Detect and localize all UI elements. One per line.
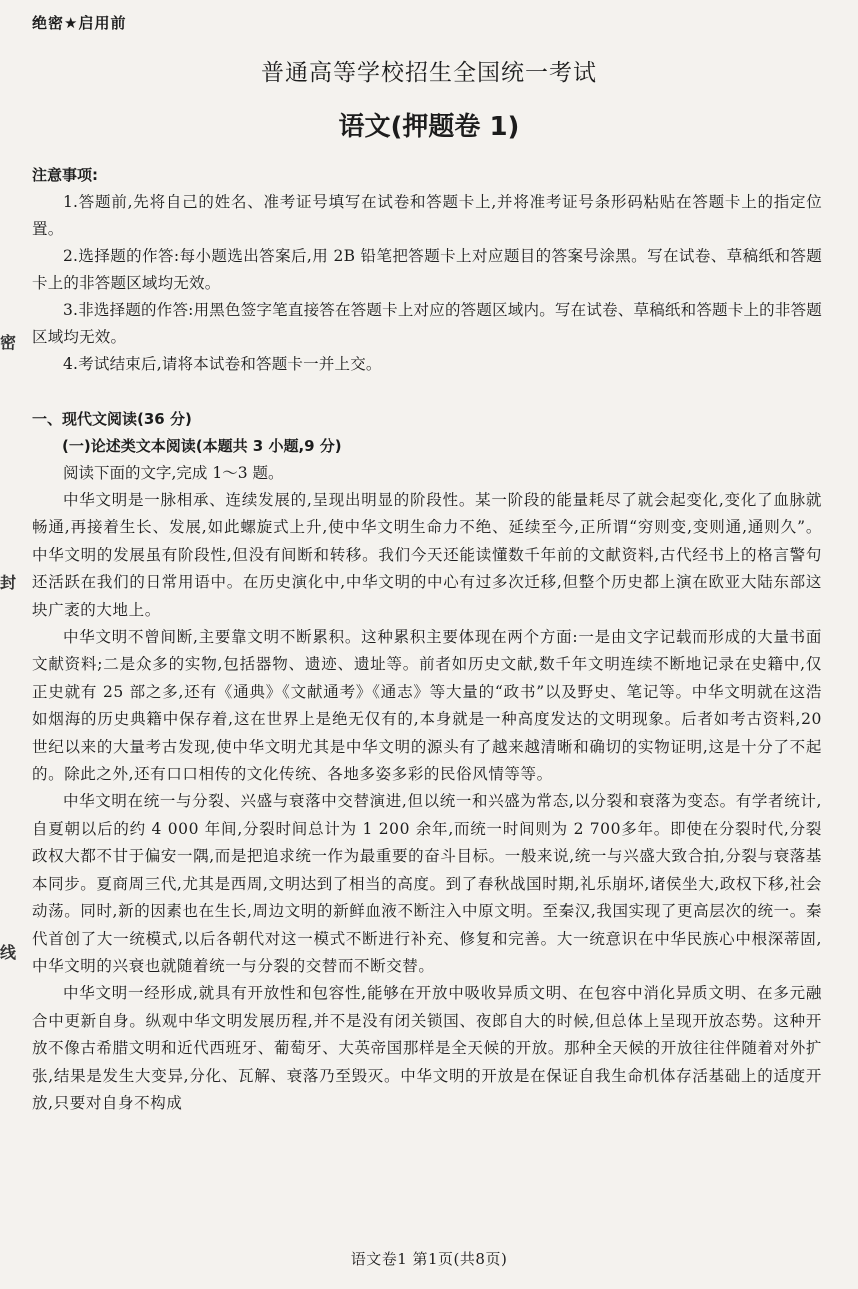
- notice-item: 2.选择题的作答:每小题选出答案后,用 2B 铅笔把答题卡上对应题目的答案号涂黑。写在试卷、草稿纸和答题卡上的非答题区域均无效。: [32, 247, 822, 292]
- subsection-heading: (一)论述类文本阅读(本题共 3 小题,9 分): [62, 437, 342, 455]
- paper-content: [32, 162, 822, 1117]
- passage-paragraph: 中华文明一经形成,就具有开放性和包容性,能够在开放中吸收异质文明、在包容中消化异质文明、在多元融合中更新自身。纵观中华文明发展历程,并不是没有闭关锁国、夜郎自大的时候,但总体上呈现开放态势。这种开放不像古希腊文明和近代西班牙、葡萄牙、大英帝国那样是全天候的开放。那种全天候的开放往往伴随着对外扩张,结果是发生大变异,分化、瓦解、衰落乃至毁灭。中华文明的开放是在保证自我生命机体存活基础上的适度开放,只要对自身不构成: [32, 984, 822, 1112]
- passage-paragraph: 中华文明是一脉相承、连续发展的,呈现出明显的阶段性。某一阶段的能量耗尽了就会起变化,变化了血脉就畅通,再接着生长、发展,如此螺旋式上升,使中华文明生命力不绝、延续至今,正所谓“穷则变,变则通,通则久”。中华文明的发展虽有阶段性,但没有间断和转移。我们今天还能读懂数千年前的文献资料,古代经书上的格言警句还活跃在我们的日常用语中。在历史演化中,中华文明的中心有过多次迁移,但整个历史都上演在欧亚大陆东部这块广袤的大地上。: [32, 491, 822, 619]
- notice-item: 4.考试结束后,请将本试卷和答题卡一并上交。: [63, 355, 382, 373]
- notice-item: 1.答题前,先将自己的姓名、准考证号填写在试卷和答题卡上,并将准考证号条形码粘贴在答题卡上的指定位置。: [32, 193, 822, 238]
- confidential-label: 绝密★启用前: [32, 14, 127, 32]
- exam-title: 普通高等学校招生全国统一考试: [261, 60, 597, 86]
- margin-mark-seal: 密: [0, 333, 17, 352]
- margin-mark-sealing: 封: [0, 573, 17, 592]
- passage-paragraph: 中华文明不曾间断,主要靠文明不断累积。这种累积主要体现在两个方面:一是由文字记载而形成的大量书面文献资料;二是众多的实物,包括器物、遗迹、遗址等。前者如历史文献,数千年文明连续不断地记录在史籍中,仅正史就有 25 部之多,还有《通典》《文献通考》《通志》等大量的“政书”以及野史、笔记等。中华文明就在这浩如烟海的历史典籍中保存着,这在世界上是绝无仅有的,本身就是一种高度发达的文明现象。后者如考古资料,20 世纪以来的大量考古发现,使中华文明尤其是中华文明的源头有了越来越清晰和确切的实物证明,这是十分了不起的。除此之外,还有口口相传的文化传统、各地多姿多彩的民俗风情等等。: [32, 628, 822, 784]
- section-heading: 一、现代文阅读(36 分): [32, 410, 192, 428]
- margin-mark-line: 线: [0, 943, 17, 962]
- page-footer: 语文卷1 第1页(共8页): [350, 1250, 508, 1268]
- reading-passage: [32, 487, 822, 1117]
- passage-paragraph: 中华文明在统一与分裂、兴盛与衰落中交替演进,但以统一和兴盛为常态,以分裂和衰落为变态。有学者统计,自夏朝以后的约 4 000 年间,分裂时间总计为 1 200 余年,而统一时间则为 2 700多年。即使在分裂时代,分裂政权大都不甘于偏安一隅,而是把追求统一作为最重要的奋斗目标。一般来说,统一与兴盛大致合拍,分裂与衰落基本同步。夏商周三代,尤其是西周,文明达到了相当的高度。到了春秋战国时期,礼乐崩坏,诸侯坐大,政权下移,社会动荡。同时,新的因素也在生长,周边文明的新鲜血液不断注入中原文明。至秦汉,我国实现了更高层次的统一。秦代首创了大一统模式,以后各朝代对这一模式不断进行补充、修复和完善。大一统意识在中华民族心中根深蒂固,中华文明的兴衰也就随着统一与分裂的交替而不断交替。: [32, 792, 822, 975]
- notice-item: 3.非选择题的作答:用黑色签字笔直接答在答题卡上对应的答题区域内。写在试卷、草稿纸和答题卡上的非答题区域均无效。: [32, 301, 822, 346]
- reading-instruction: 阅读下面的文字,完成 1～3 题。: [63, 464, 284, 482]
- notice-heading: 注意事项:: [32, 166, 98, 184]
- paper-title: 语文(押题卷 1): [338, 112, 520, 142]
